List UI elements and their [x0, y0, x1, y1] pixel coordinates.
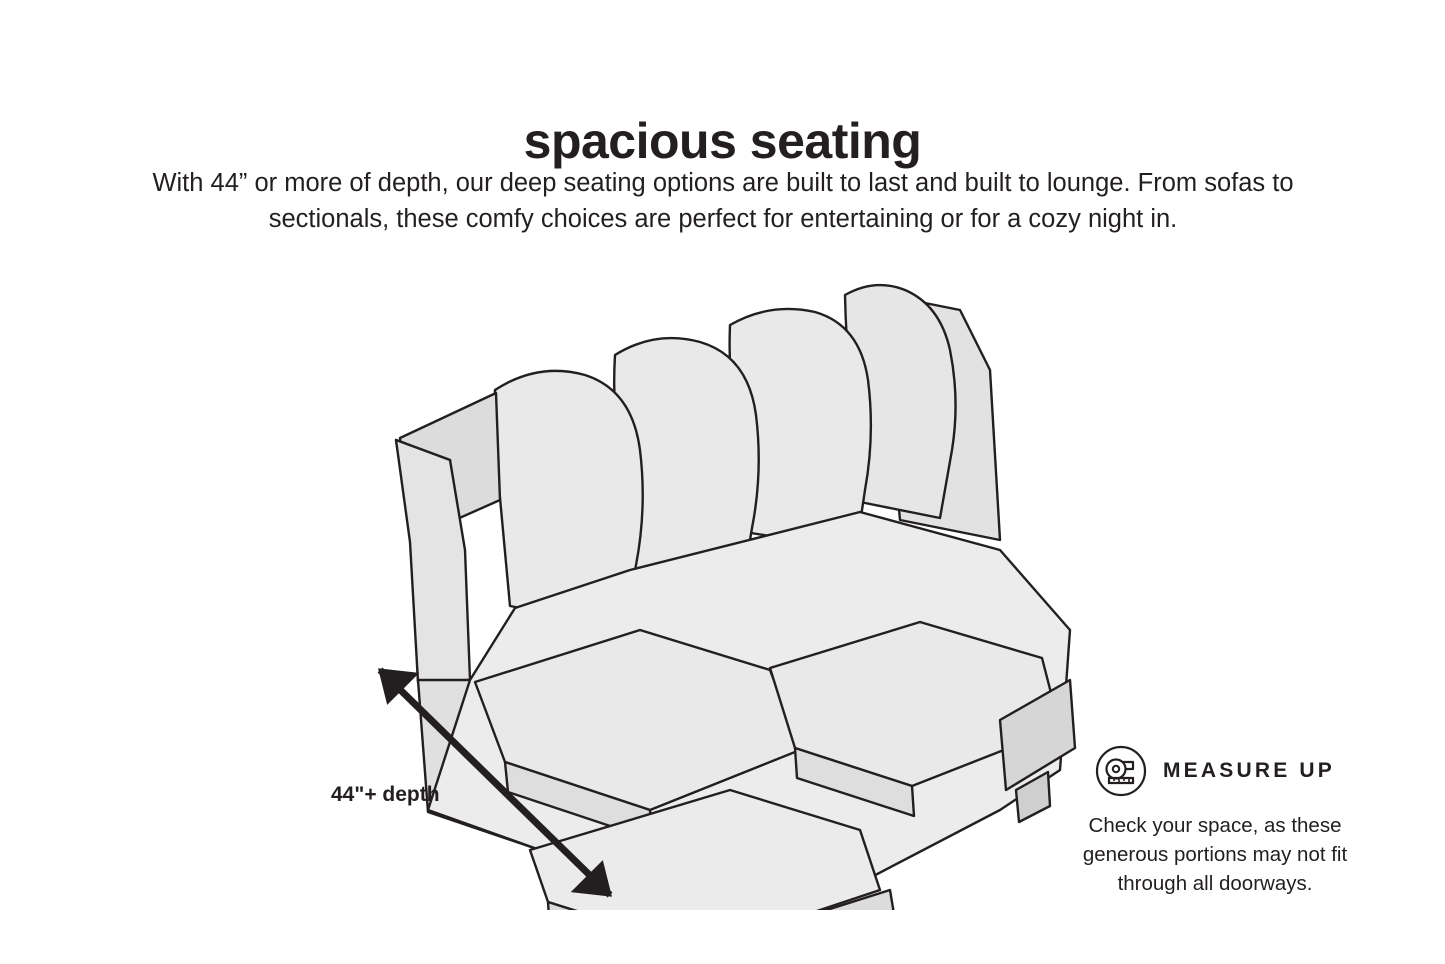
measure-up-title: MEASURE UP [1162, 759, 1336, 782]
depth-arrow [300, 250, 1130, 910]
depth-label: 44"+ depth [331, 783, 440, 806]
page-title: spacious seating [523, 112, 922, 169]
page-subtitle [143, 165, 1303, 237]
tape-measure-icon-svg [1095, 745, 1147, 797]
measure-up-body-line-2: generous portions may not fit [1082, 843, 1348, 867]
subtitle-line-2: sofas to sectionals, these comfy choices are perfect for entertaining or for a cozy night in. [268, 169, 1294, 234]
tape-measure-icon [1095, 745, 1147, 797]
measure-up-body-line-1: Check your space, as these [1088, 814, 1342, 837]
measure-up-body-line-3: through all doorways. [1117, 872, 1313, 896]
measure-up-callout [1035, 745, 1395, 898]
subtitle-line-1: With 44” or more of depth, our deep seating options are built to last and built to lounge. From [152, 169, 1198, 197]
measure-up-header [1035, 745, 1395, 797]
measure-up-body [1035, 811, 1395, 898]
